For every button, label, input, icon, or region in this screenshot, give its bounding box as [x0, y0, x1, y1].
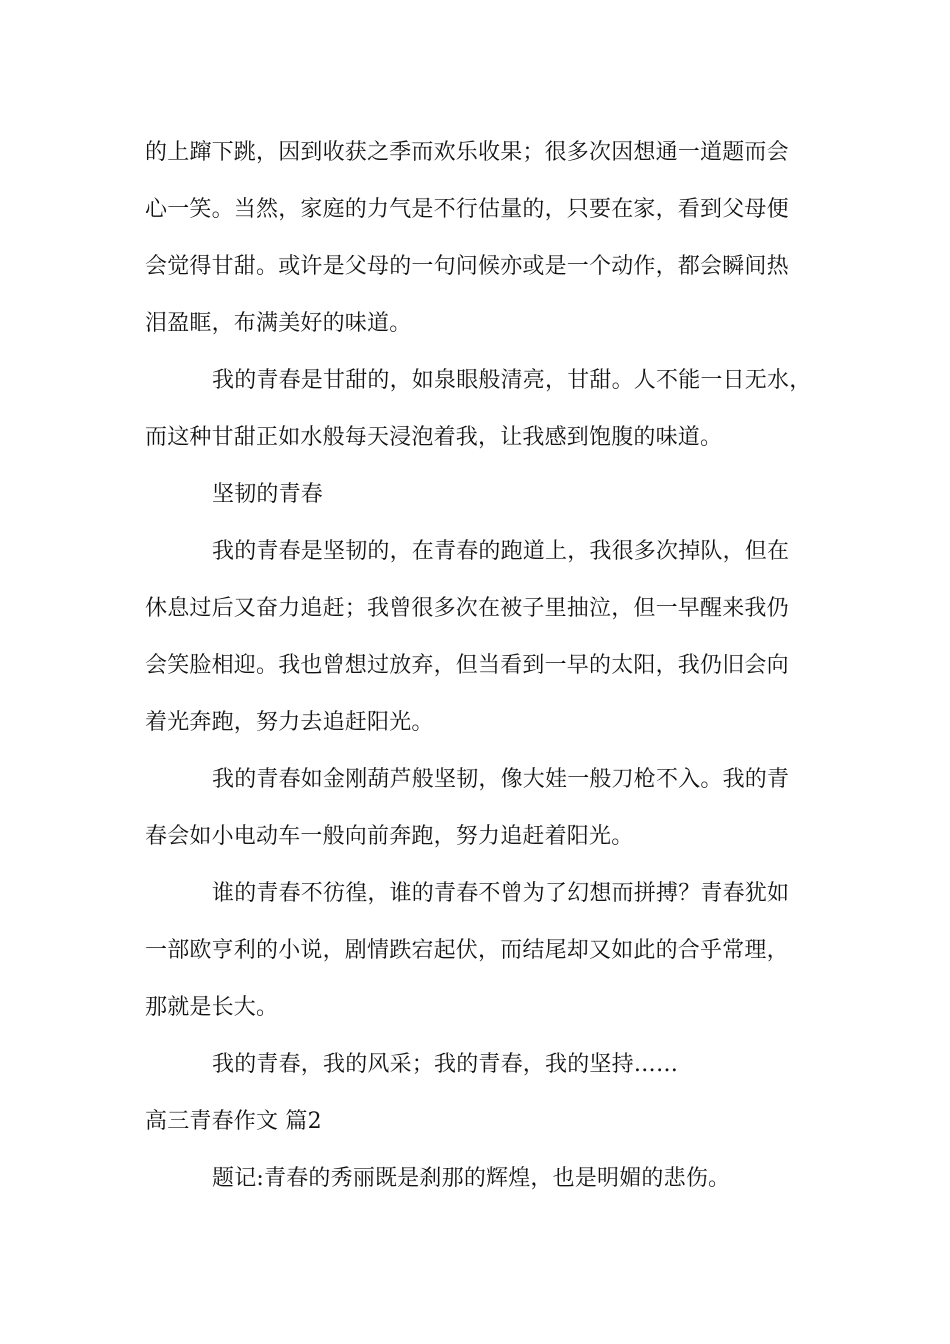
text-line: 着光奔跑，努力去追赶阳光。 — [145, 710, 434, 735]
paragraph-start: 我的青春是坚韧的，在青春的跑道上，我很多次掉队，但在 — [212, 539, 790, 564]
text-line: 一部欧亨利的小说，剧情跌宕起伏，而结尾却又如此的合乎常理， — [145, 938, 789, 963]
paragraph-start: 我的青春，我的风采；我的青春，我的坚持…… — [212, 1052, 679, 1077]
text-line: 春会如小电动车一般向前奔跑，努力追赶着阳光。 — [145, 824, 634, 849]
text-line: 休息过后又奋力追赶；我曾很多次在被子里抽泣，但一早醒来我仍 — [145, 596, 789, 621]
text-line: 泪盈眶，布满美好的味道。 — [145, 311, 412, 336]
text-line: 那就是长大。 — [145, 995, 279, 1020]
text-line: 而这种甘甜正如水般每天浸泡着我，让我感到饱腹的味道。 — [145, 425, 723, 450]
paragraph-start: 我的青春如金刚葫芦般坚韧，像大娃一般刀枪不入。我的青 — [212, 767, 790, 792]
section-heading: 坚韧的青春 — [212, 482, 324, 507]
paragraph-start: 我的青春是甘甜的，如泉眼般清亮，甘甜。人不能一日无水， — [212, 368, 812, 393]
text-line: 心一笑。当然，家庭的力气是不行估量的，只要在家，看到父母便 — [145, 197, 789, 222]
article-title: 高三青春作文 篇2 — [145, 1109, 322, 1134]
text-line: 的上蹿下跳，因到收获之季而欢乐收果；很多次因想通一道题而会 — [145, 140, 789, 165]
paragraph-start: 谁的青春不彷徨，谁的青春不曾为了幻想而拼搏？青春犹如 — [212, 881, 790, 906]
text-line: 会觉得甘甜。或许是父母的一句问候亦或是一个动作，都会瞬间热 — [145, 254, 789, 279]
text-line: 会笑脸相迎。我也曾想过放弃，但当看到一早的太阳，我仍旧会向 — [145, 653, 789, 678]
epigraph: 题记:青春的秀丽既是刹那的辉煌，也是明媚的悲伤。 — [212, 1166, 731, 1191]
